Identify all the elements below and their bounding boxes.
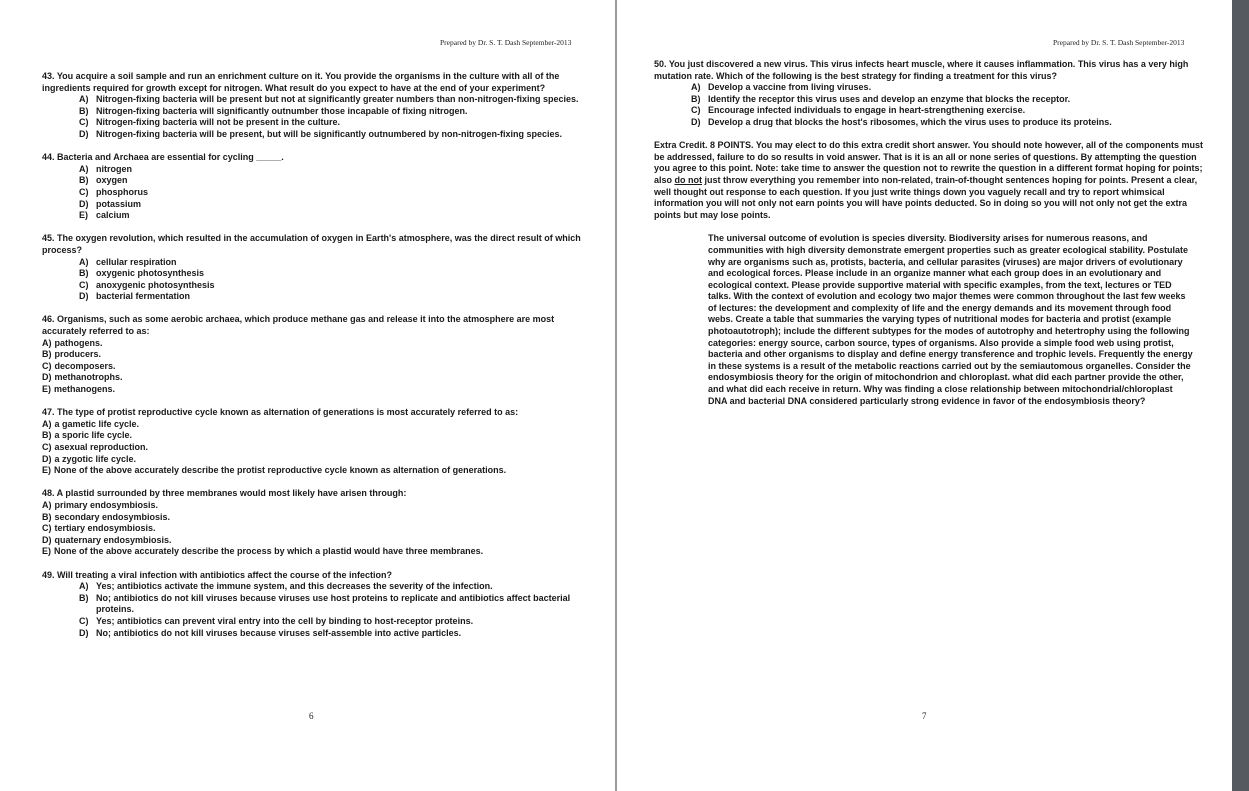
option-letter: B): [79, 592, 89, 603]
answer-option: [42, 372, 587, 384]
option-letter: E): [42, 465, 51, 476]
question-q44: [42, 152, 587, 222]
extra-credit-section: [654, 140, 1204, 407]
option-letter: A): [79, 256, 89, 267]
option-text: oxygenic photosynthesis: [96, 268, 205, 279]
option-text: Nitrogen-fixing bacteria will be present, but will be significantly outnumbered by non-nitrogen-fixing species.: [96, 128, 563, 139]
question-stem: 47. The type of protist reproductive cycle known as alternation of generations is most accurately referred to as:: [42, 407, 519, 418]
question-stem: 49. Will treating a viral infection with antibiotics affect the course of the infection?: [42, 569, 392, 580]
option-letter: A): [42, 499, 52, 510]
answer-option: [42, 164, 587, 176]
option-text: phosphorus: [96, 186, 148, 197]
option-text: anoxygenic photosynthesis: [96, 279, 215, 290]
answer-options: [42, 257, 587, 303]
option-letter: B): [42, 511, 52, 522]
answer-option: [42, 535, 587, 547]
option-text: producers.: [54, 349, 102, 360]
question-stem: 45. The oxygen revolution, which resulted in the accumulation of oxygen in Earth's atmosphere, was the direct result of which process?: [42, 233, 581, 255]
answer-option: [654, 94, 1204, 106]
option-letter: B): [42, 430, 52, 441]
answer-option: [42, 117, 587, 129]
option-text: a sporic life cycle.: [54, 430, 133, 441]
answer-option: [654, 105, 1204, 117]
option-text: Nitrogen-fixing bacteria will be present but not at significantly greater numbers than non-nitrogen-fixing species.: [96, 94, 579, 105]
question-stem: 46. Organisms, such as some aerobic archaea, which produce methane gas and release it into the atmosphere are most accurately referred to as:: [42, 314, 555, 337]
option-text: Encourage infected individuals to engage in heart-strengthening exercise.: [708, 105, 1026, 116]
answer-option: [42, 361, 587, 373]
option-text: tertiary endosymbiosis.: [54, 523, 156, 534]
question-q46: [42, 314, 587, 395]
option-text: primary endosymbiosis.: [54, 499, 159, 510]
extra-credit-prompt: The universal outcome of evolution is species diversity. Biodiversity arises for numerous reasons, and communities with high diversity demonstrate emergent properties such as greater ecological stability. Postulate why are organisms such as, protists, bacteria, and cellular parasites (viruses) are major drivers of evolutionary and ecological forces. Please include in an organize manner what each group does in an evolutionary and ecological context. Please provide supportive material with specific examples, from the text, lectures or TED talks. With the context of evolution and ecology two major themes were common throughout the last few weeks of lectures: the development and complexity of life and the energy demands and its movement through food webs. Create a table that summaries the varying types of nutritional modes for bacteria and protist (example photoautotroph); include the different subtypes for the modes of autotrophy and hetertrophy using the following categories: energy source, carbon source, types of organisms. Also provide a simple food web using protist, bacteria and other organisms to display and define energy transference and trophic levels. Frequently the energy in these systems is a result of the metabolic reactions carried out by the semiautomous organelles. Consider the endosymbiosis theory for the origin of mitochondrion and chloroplast. what did each partner provide the other, and what did each receive in return. Why was finding a close relationship between mitochondrial/chloroplast DNA and bacterial DNA considered particularly strong evidence in favor of the endosymbiosis theory?: [708, 233, 1193, 406]
option-letter: C): [691, 105, 701, 116]
answer-option: [42, 546, 587, 558]
option-text: cellular respiration: [96, 256, 177, 267]
option-letter: B): [79, 105, 89, 116]
question-q48: [42, 488, 587, 558]
answer-option: [42, 257, 587, 269]
option-letter: E): [79, 210, 88, 221]
answer-option: [42, 175, 587, 187]
answer-option: [42, 465, 587, 477]
answer-option: [42, 628, 587, 640]
option-letter: D): [691, 116, 701, 127]
option-letter: C): [42, 442, 52, 452]
page-number: 6: [309, 711, 314, 721]
option-text: Develop a drug that blocks the host's ribosomes, which the virus uses to produce its proteins.: [708, 116, 1112, 127]
page-number: 7: [922, 711, 927, 721]
option-text: pathogens.: [54, 337, 103, 348]
option-text: bacterial fermentation: [96, 291, 191, 302]
answer-option: [42, 616, 587, 628]
option-text: No; antibiotics do not kill viruses because viruses self-assemble into active particles.: [96, 627, 462, 638]
option-letter: C): [79, 615, 89, 626]
option-text: Yes; antibiotics can prevent viral entry into the cell by binding to host-receptor proteins.: [96, 615, 474, 626]
option-letter: A): [79, 581, 89, 592]
option-text: Nitrogen-fixing bacteria will not be present in the culture.: [96, 117, 341, 128]
answer-option: [654, 82, 1204, 94]
option-text: Identify the receptor this virus uses and develop an enzyme that blocks the receptor.: [708, 93, 1071, 104]
answer-option: [42, 94, 587, 106]
option-letter: B): [42, 349, 52, 360]
viewer-scroll-gutter[interactable]: [1232, 0, 1249, 791]
answer-option: [42, 199, 587, 211]
option-text: a zygotic life cycle.: [54, 453, 137, 464]
question-stem: 43. You acquire a soil sample and run an enrichment culture on it. You provide the organisms in the culture with all of the ingredients required for growth except for nitrogen. What result do you expect to have at the end of your experiment?: [42, 71, 560, 93]
answer-options: [42, 338, 587, 396]
option-text: methanogens.: [54, 384, 116, 395]
question-list: [654, 59, 1204, 129]
answer-option: [42, 349, 587, 361]
answer-option: [42, 442, 587, 454]
option-letter: C): [79, 117, 89, 128]
option-letter: D): [79, 627, 89, 638]
option-letter: C): [42, 360, 52, 371]
answer-option: [42, 384, 587, 396]
answer-options: [42, 500, 587, 558]
questions-column-left: [42, 71, 587, 651]
option-text: quaternary endosymbiosis.: [54, 534, 172, 545]
question-q45: [42, 233, 587, 303]
option-letter: B): [691, 93, 701, 104]
option-text: None of the above accurately describe the protist reproductive cycle known as alternation of generations.: [54, 465, 507, 476]
option-letter: A): [79, 163, 89, 174]
answer-option: [42, 106, 587, 118]
option-letter: C): [79, 279, 89, 290]
option-letter: D): [42, 372, 52, 383]
document-page-left: [0, 0, 615, 791]
option-letter: A): [79, 94, 89, 105]
answer-option: [42, 291, 587, 303]
answer-options: [42, 94, 587, 140]
questions-column-right: [654, 59, 1204, 407]
option-text: Yes; antibiotics activate the immune system, and this decreases the severity of the infection.: [96, 581, 493, 592]
option-text: a gametic life cycle.: [54, 418, 140, 429]
question-stem: 48. A plastid surrounded by three membranes would most likely have arisen through:: [42, 488, 407, 499]
answer-option: [42, 419, 587, 431]
option-letter: A): [42, 418, 52, 429]
option-letter: A): [42, 337, 52, 348]
answer-option: [42, 338, 587, 350]
option-letter: A): [691, 82, 701, 93]
extra-credit-instructions: Extra Credit. 8 POINTS. You may elect to do this extra credit short answer. You should note however, all of the components must be addressed, failure to do so results in void answer. That is it is an all or none series of questions. By attempting the question you agree to this point. Note: take time to answer the question not to rewrite the question in a different format hoping for points; also do not just throw everything you remember into non-related, train-of-thought sentences hoping for points. Present a clear, well thought out response to each question. If you just write things down you vaguely recall and try to report whimsical information you will not only not earn points you will have points deducted. So in doing so you will not only not get the extra points but may lose points.: [654, 140, 1203, 220]
option-letter: E): [42, 384, 51, 395]
answer-option: [42, 593, 587, 616]
option-text: oxygen: [96, 175, 128, 186]
option-text: No; antibiotics do not kill viruses because viruses use host proteins to replicate and antibiotics affect bacterial proteins.: [96, 592, 571, 615]
option-letter: D): [79, 128, 89, 139]
option-letter: D): [42, 534, 52, 545]
option-text: potassium: [96, 198, 142, 209]
option-text: Develop a vaccine from living viruses.: [708, 82, 872, 93]
answer-option: [42, 581, 587, 593]
option-letter: D): [42, 453, 52, 464]
answer-option: [42, 430, 587, 442]
option-letter: D): [79, 198, 89, 209]
option-letter: C): [42, 523, 52, 534]
answer-options: [42, 164, 587, 222]
question-q47: [42, 407, 587, 477]
option-text: None of the above accurately describe the process by which a plastid would have three membranes.: [54, 546, 484, 557]
option-text: calcium: [96, 210, 130, 221]
answer-option: [42, 500, 587, 512]
answer-option: [42, 454, 587, 466]
question-stem: 50. You just discovered a new virus. This virus infects heart muscle, where it causes inflammation. This virus has a very high mutation rate. Which of the following is the best strategy for finding a treatment for this virus?: [654, 59, 1189, 81]
option-letter: C): [79, 186, 89, 197]
question-q43: [42, 71, 587, 141]
option-text: asexual reproduction.: [54, 442, 149, 452]
answer-option: [42, 268, 587, 280]
answer-option: [42, 187, 587, 199]
option-text: decomposers.: [54, 360, 116, 371]
page-header: Prepared by Dr. S. T. Dash September-2013: [1053, 38, 1185, 47]
option-letter: D): [79, 291, 89, 302]
page-header: Prepared by Dr. S. T. Dash September-2013: [440, 38, 572, 47]
option-text: secondary endosymbiosis.: [54, 511, 171, 522]
answer-option: [42, 210, 587, 222]
option-letter: B): [79, 268, 89, 279]
question-q50: [654, 59, 1204, 129]
question-stem: 44. Bacteria and Archaea are essential for cycling _____.: [42, 152, 284, 163]
answer-option: [42, 523, 587, 535]
answer-option: [42, 129, 587, 141]
answer-option: [42, 280, 587, 292]
option-text: nitrogen: [96, 163, 132, 174]
emphasis-underline: do not: [674, 174, 703, 185]
answer-options: [42, 581, 587, 639]
option-text: Nitrogen-fixing bacteria will significantly outnumber those incapable of fixing nitrogen.: [96, 105, 468, 116]
answer-options: [654, 82, 1204, 128]
document-page-right: [617, 0, 1232, 791]
option-letter: E): [42, 546, 51, 557]
answer-option: [654, 117, 1204, 129]
question-q49: [42, 570, 587, 640]
option-text: methanotrophs.: [54, 372, 123, 383]
answer-options: [42, 419, 587, 477]
option-letter: B): [79, 175, 89, 186]
answer-option: [42, 512, 587, 524]
